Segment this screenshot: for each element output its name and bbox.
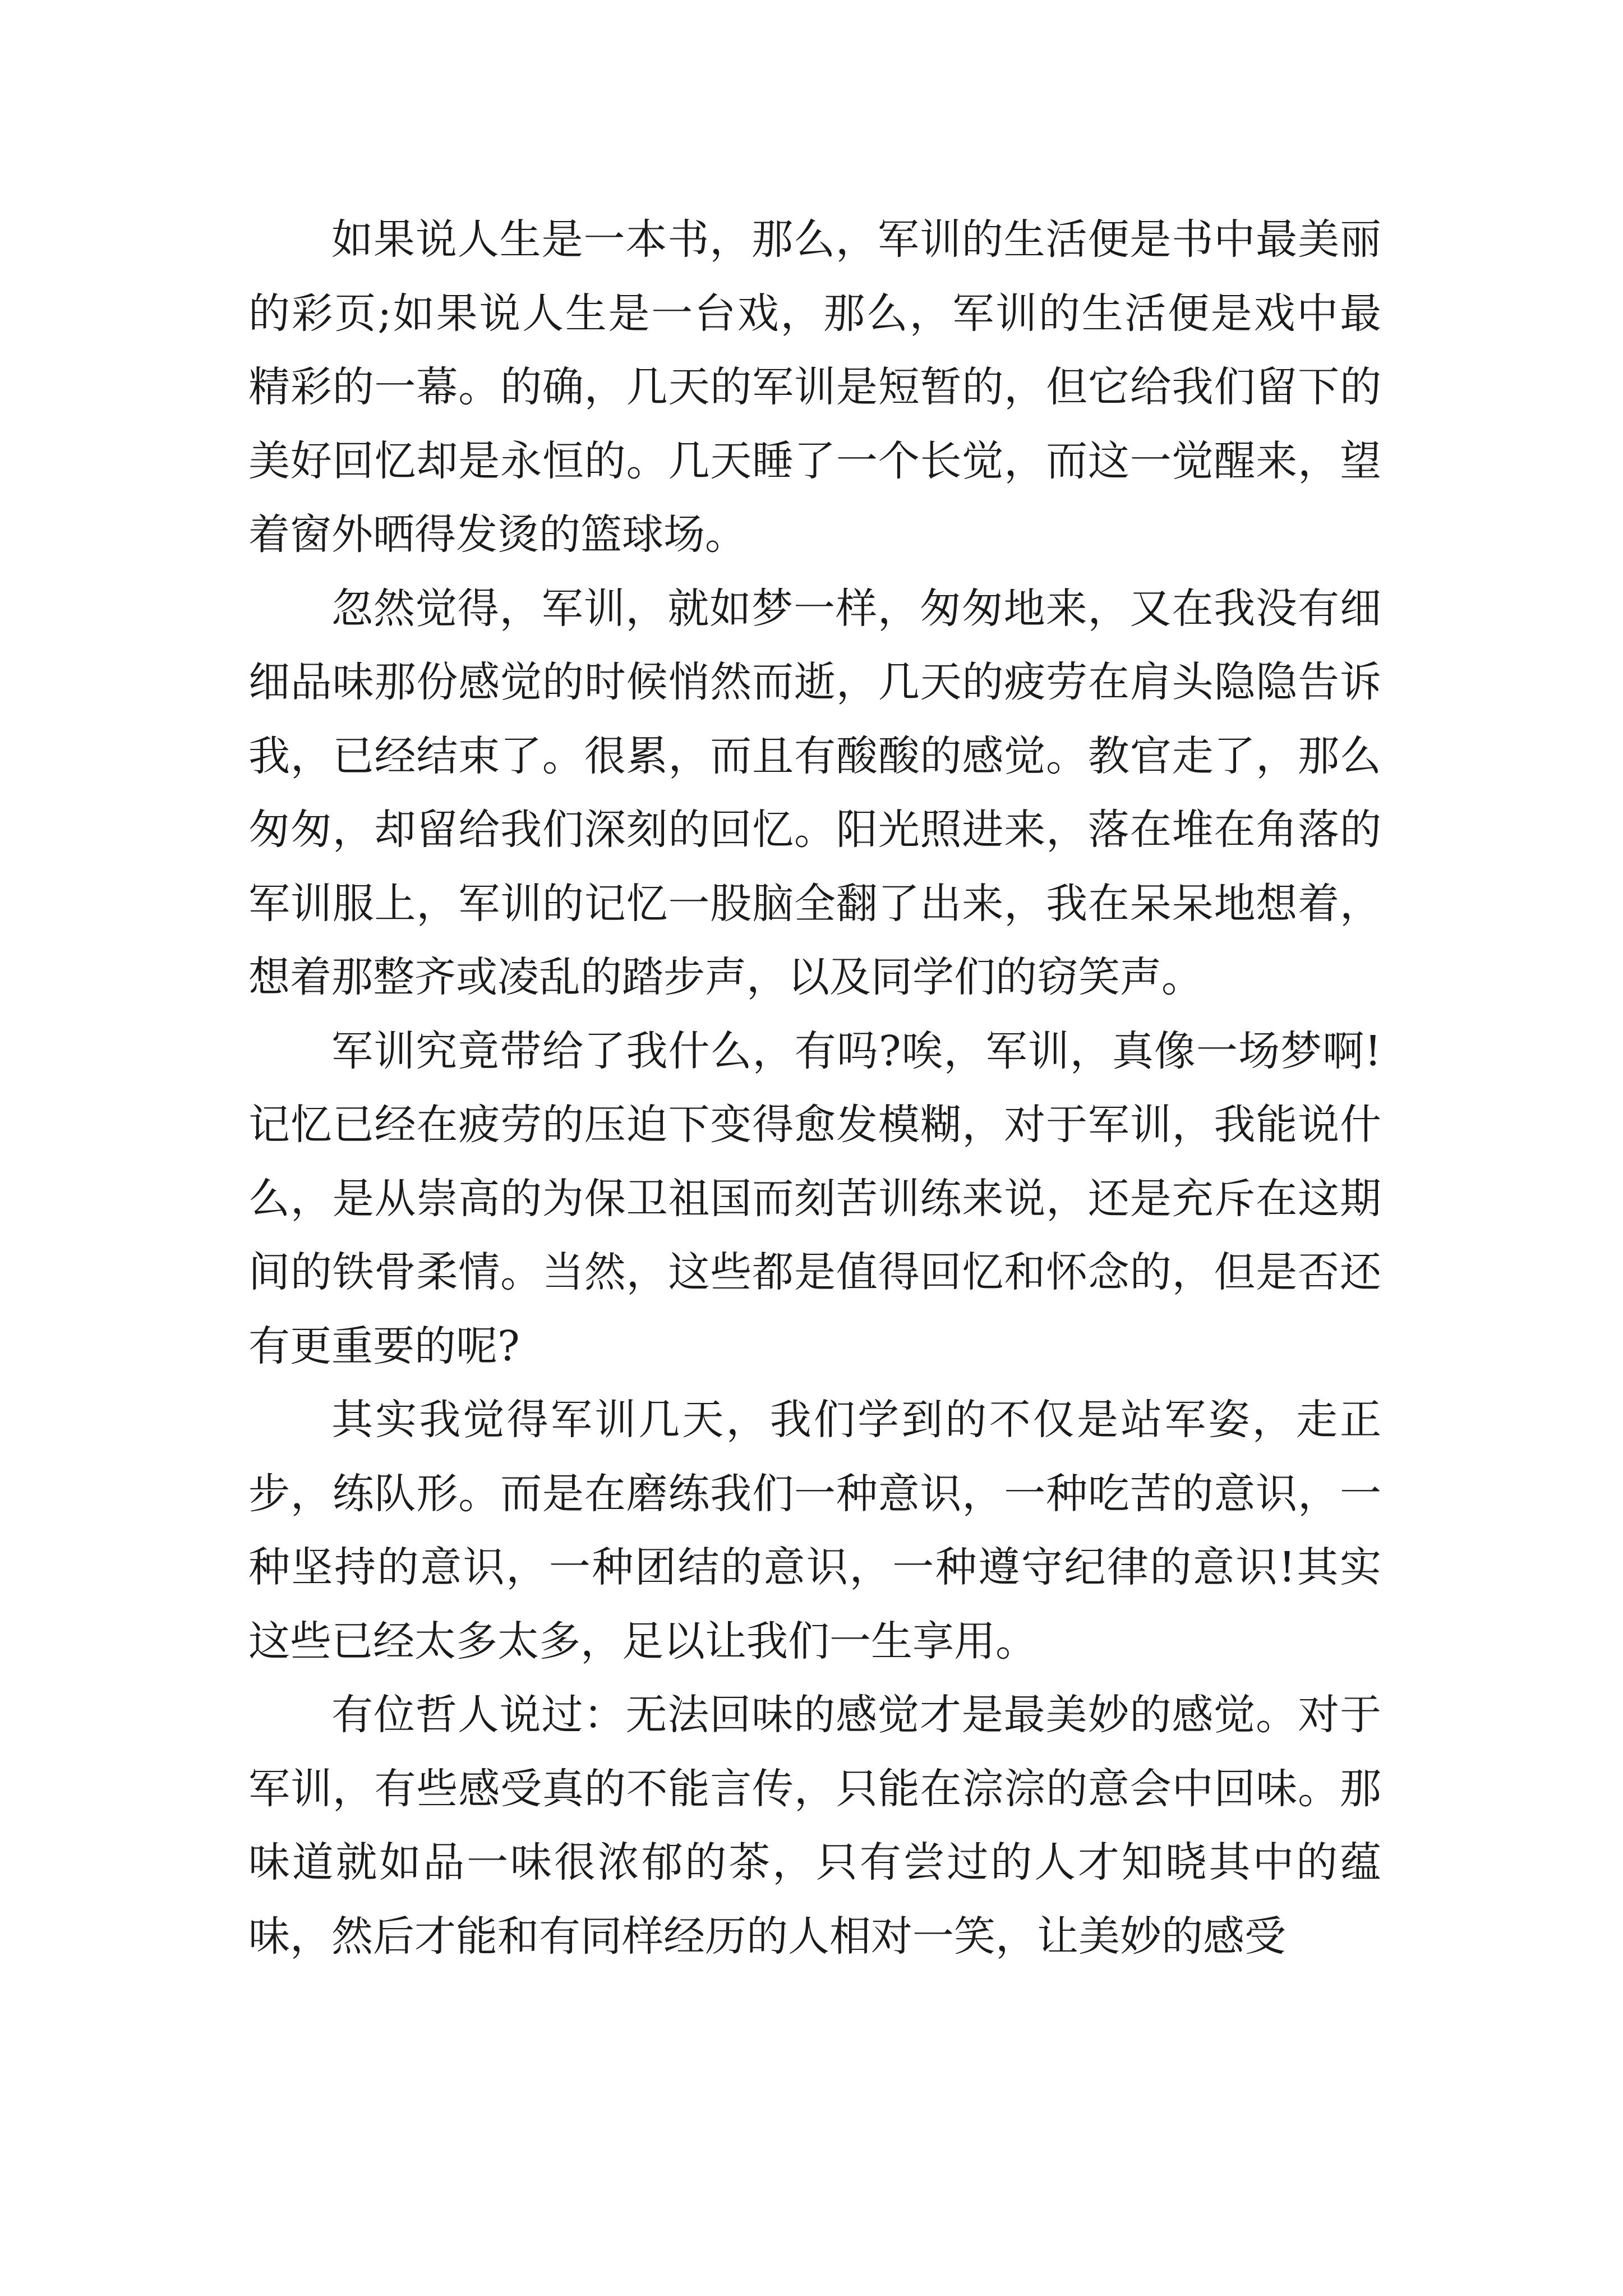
paragraph-5: 有位哲人说过：无法回味的感觉才是最美妙的感觉。对于军训，有些感受真的不能言传，只能在淙淙的意会中回味。那味道就如品一味很浓郁的茶，只有尝过的人才知晓其中的蕴味，然后才能和有同样经历的人相对一笑，让美妙的感受 — [248, 1691, 1381, 1961]
paragraph-4: 其实我觉得军训几天，我们学到的不仅是站军姿，走正步，练队形。而是在磨练我们一种意识，一种吃苦的意识，一种坚持的意识，一种团结的意识，一种遵守纪律的意识!其实这些已经太多太多，足以让我们一生享用。 — [248, 1396, 1381, 1665]
document-body — [248, 203, 1381, 1973]
paragraph-2: 忽然觉得，军训，就如梦一样，匆匆地来，又在我没有细细品味那份感觉的时候悄然而逝，几天的疲劳在肩头隐隐告诉我，已经结束了。很累，而且有酸酸的感觉。教官走了，那么匆匆，却留给我们深刻的回忆。阳光照进来，落在堆在角落的军训服上，军训的记忆一股脑全翻了出来，我在呆呆地想着，想着那整齐或凌乱的踏步声，以及同学们的窃笑声。 — [248, 584, 1381, 1001]
paragraph-1: 如果说人生是一本书，那么，军训的生活便是书中最美丽的彩页;如果说人生是一台戏，那么，军训的生活便是戏中最精彩的一幕。的确，几天的军训是短暂的，但它给我们留下的美好回忆却是永恒的。几天睡了一个长觉，而这一觉醒来，望着窗外晒得发烫的篮球场。 — [248, 215, 1381, 559]
paragraph-3: 军训究竟带给了我什么，有吗?唉，军训，真像一场梦啊!记忆已经在疲劳的压迫下变得愈发模糊，对于军训，我能说什么，是从崇高的为保卫祖国而刻苦训练来说，还是充斥在这期间的铁骨柔情。当然，这些都是值得回忆和怀念的，但是否还有更重要的呢? — [248, 1027, 1381, 1370]
